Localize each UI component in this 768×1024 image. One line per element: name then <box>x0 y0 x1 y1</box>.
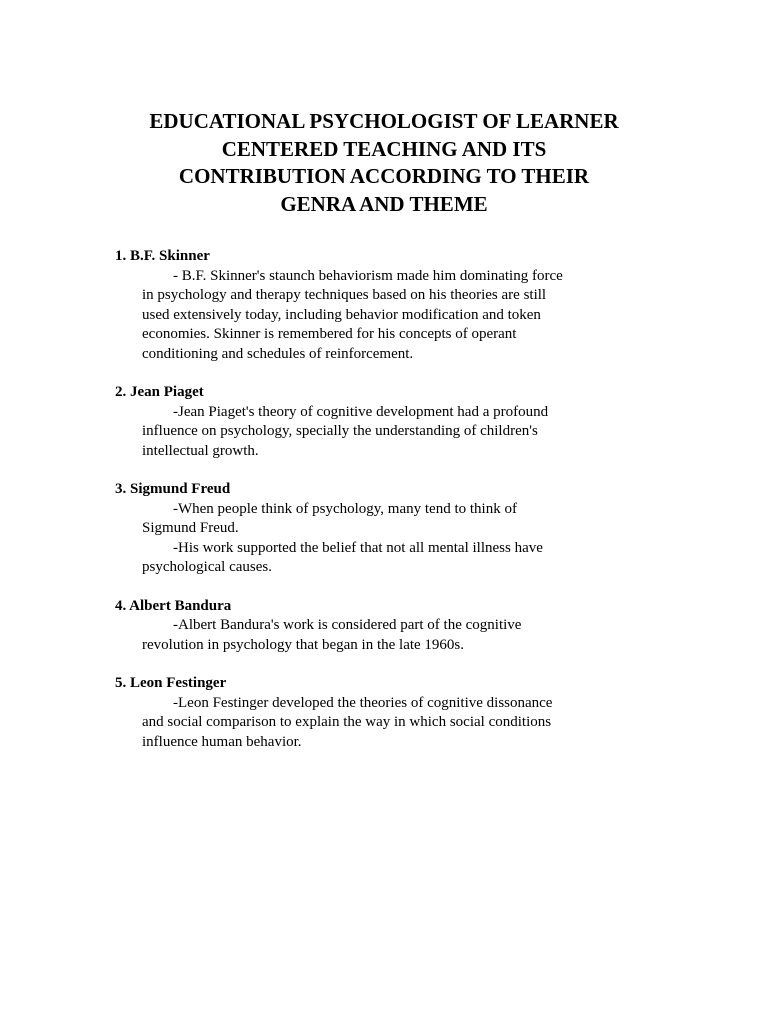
document-title <box>100 108 668 218</box>
section-heading: 3. Sigmund Freud <box>115 481 231 497</box>
section-freud <box>115 480 675 578</box>
paragraph-line: in psychology and therapy techniques based on his theories are still <box>142 287 547 303</box>
section-skinner <box>115 247 675 364</box>
paragraph-line: - B.F. Skinner's staunch behaviorism made him dominating force <box>173 267 563 284</box>
paragraph-line: -When people think of psychology, many tend to think of <box>173 500 517 517</box>
paragraph-line: conditioning and schedules of reinforcement. <box>142 345 414 362</box>
section-festinger <box>115 674 675 752</box>
paragraph-line: -Leon Festinger developed the theories of cognitive dissonance <box>173 694 553 711</box>
section-bandura <box>115 597 675 656</box>
paragraph-line: -Jean Piaget's theory of cognitive development had a profound <box>173 403 549 420</box>
paragraph-line: influence on psychology, specially the understanding of children's <box>142 423 538 439</box>
paragraph-line: Sigmund Freud. <box>142 520 239 536</box>
section-piaget <box>115 383 675 461</box>
title-line: CENTERED TEACHING AND ITS <box>221 136 547 161</box>
section-heading: 1. B.F. Skinner <box>115 248 210 264</box>
paragraph-line: -Albert Bandura's work is considered part of the cognitive <box>173 617 522 633</box>
paragraph-line: intellectual growth. <box>142 442 259 459</box>
paragraph-line: psychological causes. <box>142 559 272 575</box>
title-line: EDUCATIONAL PSYCHOLOGIST OF LEARNER <box>149 109 619 133</box>
section-heading: 4. Albert Bandura <box>115 597 232 614</box>
section-heading: 5. Leon Festinger <box>115 675 227 691</box>
title-line: CONTRIBUTION ACCORDING TO THEIR <box>178 164 590 188</box>
paragraph-line: and social comparison to explain the way in which social conditions <box>142 714 552 730</box>
paragraph-line: economies. Skinner is remembered for his concepts of operant <box>142 326 517 342</box>
paragraph-line: revolution in psychology that began in the late 1960s. <box>142 636 465 653</box>
psychologist-list <box>115 247 675 771</box>
paragraph-line: -His work supported the belief that not all mental illness have <box>173 539 543 556</box>
section-heading: 2. Jean Piaget <box>115 384 204 400</box>
title-line: GENRA AND THEME <box>280 191 488 216</box>
paragraph-line: influence human behavior. <box>142 733 302 750</box>
paragraph-line: used extensively today, including behavior modification and token <box>142 306 541 323</box>
